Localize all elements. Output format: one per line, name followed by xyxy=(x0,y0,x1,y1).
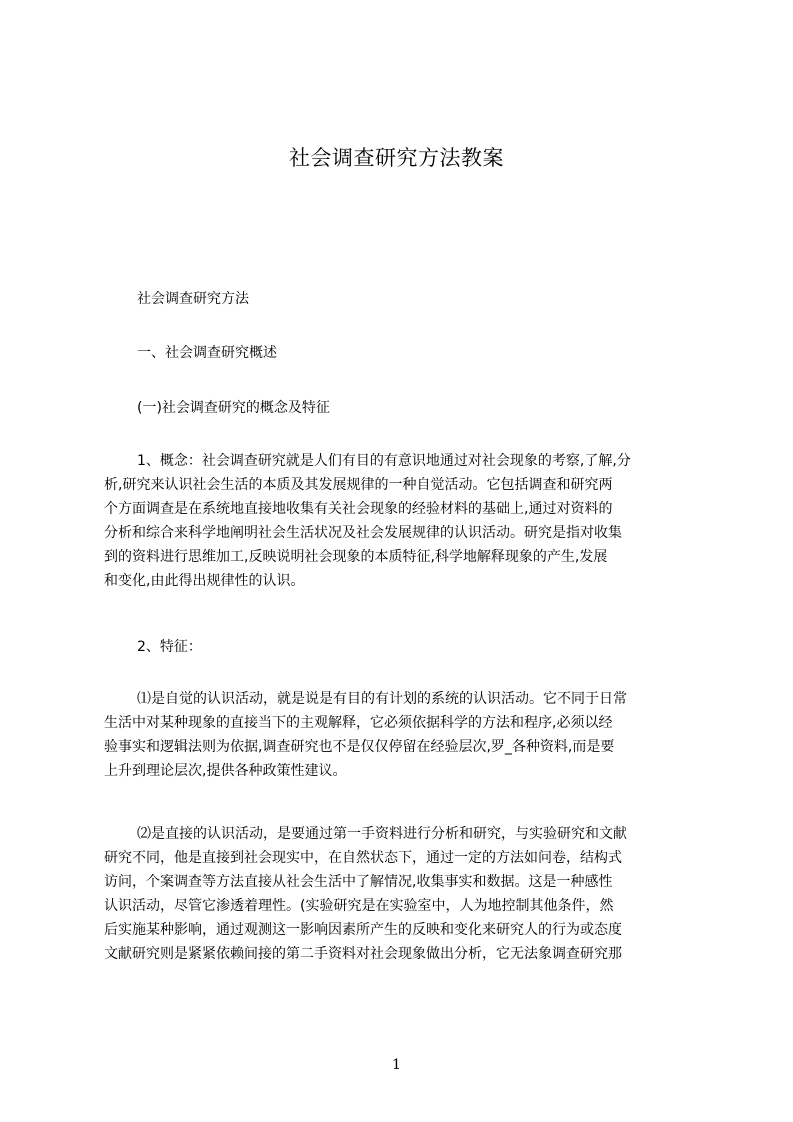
document-title: 社会调查研究方法教案 xyxy=(289,146,504,170)
paragraph-line: 上升到理论层次,提供各种政策性建议。 xyxy=(104,763,347,779)
page-number: 1 xyxy=(392,1057,401,1073)
paragraph-line: 2、特征： xyxy=(137,639,202,655)
paragraph-feature-1 xyxy=(104,687,708,783)
paragraph-line: 1、概念：社会调查研究就是人们有目的有意识地通过对社会现象的考察,了解,分 xyxy=(137,453,631,469)
paragraph-line: 访问，个案调查等方法直接从社会生活中了解情况,收集事实和数据。这是一种感性 xyxy=(104,874,613,890)
paragraph-line: 研究不同，他是直接到社会现实中，在自然状态下，通过一定的方法如问卷，结构式 xyxy=(104,850,622,866)
paragraph-line: 文献研究则是紧紧依赖间接的第二手资料对社会现象做出分析，它无法象调查研究那 xyxy=(104,946,622,962)
paragraph-line: 析,研究来认识社会生活的本质及其发展规律的一种自觉活动。它包括调查和研究两 xyxy=(104,477,613,493)
paragraph-line: 分析和综合来科学地阐明社会生活状况及社会发展规律的认识活动。研究是指对收集 xyxy=(104,525,622,541)
paragraph-features xyxy=(104,635,708,659)
paragraph-line: 认识活动，尽管它渗透着理性。(实验研究是在实验室中，人为地控制其他条件，然 xyxy=(104,898,614,914)
paragraph-line: ⑴是自觉的认识活动，就是说是有目的有计划的系统的认识活动。它不同于日常 xyxy=(137,691,627,707)
paragraph-line: ⑵是直接的认识活动，是要通过第一手资料进行分析和研究，与实验研究和文献 xyxy=(137,826,627,842)
paragraph-line: 后实施某种影响，通过观测这一影响因素所产生的反映和变化来研究人的行为或态度 xyxy=(104,922,622,938)
paragraph-line: 验事实和逻辑法则为依据,调查研究也不是仅仅停留在经验层次,罗_各种资料,而是要 xyxy=(104,739,615,755)
section-heading: 一、社会调查研究概述 xyxy=(137,345,277,361)
paragraph-line: 生活中对某种现象的直接当下的主观解释，它必须依据科学的方法和程序,必须以经 xyxy=(104,715,613,731)
subtitle-heading: 社会调查研究方法 xyxy=(137,291,249,307)
paragraph-concept xyxy=(104,449,708,593)
paragraph-line: 个方面调查是在系统地直接地收集有关社会现象的经验材料的基础上,通过对资料的 xyxy=(104,501,613,517)
paragraph-line: 到的资料进行思维加工,反映说明社会现象的本质特征,科学地解释现象的产生,发展 xyxy=(104,549,608,565)
subsection-heading: (一)社会调查研究的概念及特征 xyxy=(137,400,330,416)
paragraph-feature-2 xyxy=(104,822,708,966)
paragraph-line: 和变化,由此得出规律性的认识。 xyxy=(104,573,305,589)
